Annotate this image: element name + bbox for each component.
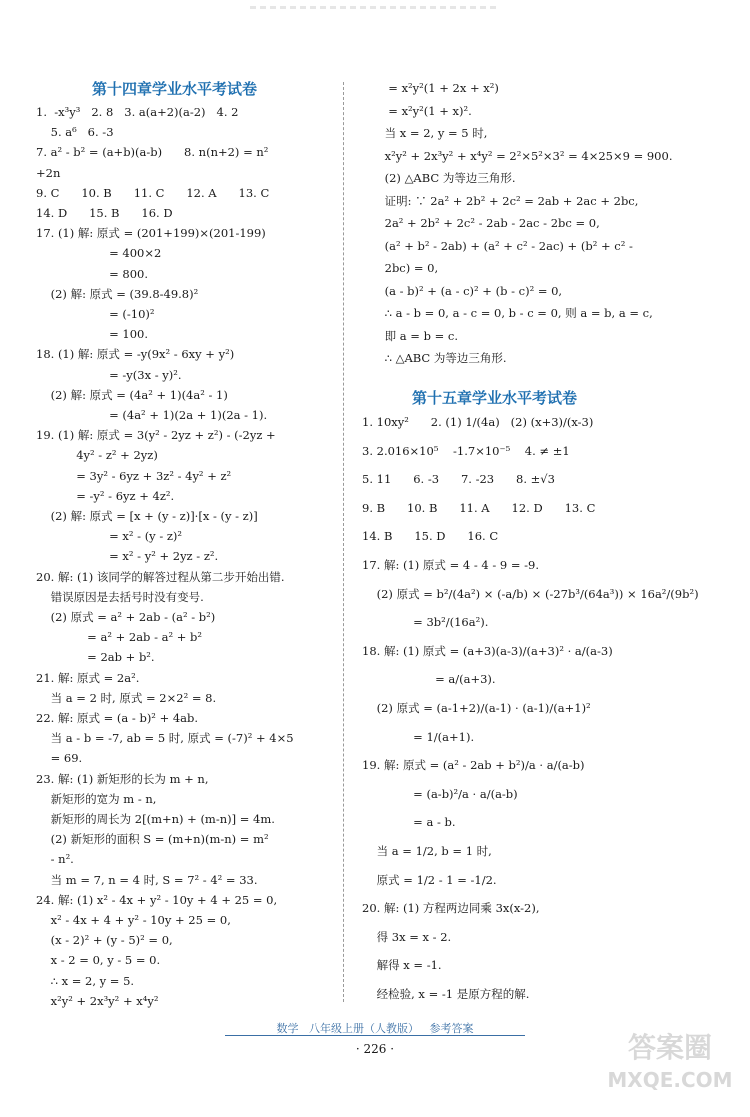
- answer-line: = (a-b)²/a · a/(a-b): [362, 786, 518, 801]
- answer-line: = -y(3x - y)².: [36, 367, 182, 382]
- answer-line: 当 x = 2, y = 5 时,: [370, 126, 488, 140]
- answer-line: 9. C 10. B 11. C 12. A 13. C: [36, 185, 270, 200]
- answer-line: = a - b.: [362, 815, 456, 830]
- answer-line: = a² + 2ab - a² + b²: [36, 630, 202, 645]
- answer-line: (2) 解: 原式 = [x + (y - z)]·[x - (y - z)]: [36, 509, 258, 523]
- answer-line: 19. (1) 解: 原式 = 3(y² - 2yz + z²) - (-2yz +: [36, 428, 276, 443]
- answer-line: = 3b²/(16a²).: [362, 615, 489, 630]
- answer-line: = 3y² - 6yz + 3z² - 4y² + z²: [36, 468, 232, 483]
- answer-line: (2) 原式 = b²/(4a²) × (-a/b) × (-27b³/(64a³)) × 16a²/(9b²): [362, 586, 699, 601]
- answer-line: = 100.: [36, 327, 149, 342]
- answer-line: 得 3x = x - 2.: [362, 929, 452, 944]
- answer-line: 当 a - b = -7, ab = 5 时, 原式 = (-7)² + 4×5: [36, 731, 294, 746]
- answer-line: = x²y²(1 + x)².: [370, 103, 472, 118]
- answer-line: 23. 解: (1) 新矩形的长为 m + n,: [36, 771, 209, 786]
- watermark-line1: 答案圈: [627, 1031, 713, 1064]
- answer-line: 18. (1) 解: 原式 = -y(9x² - 6xy + y²): [36, 347, 235, 362]
- answer-line: 新矩形的宽为 m - n,: [36, 791, 157, 806]
- answer-line: (2) △ABC 为等边三角形.: [370, 171, 516, 185]
- answer-line: (2) 新矩形的面积 S = (m+n)(m-n) = m²: [36, 832, 269, 847]
- answer-line: = (4a² + 1)(2a + 1)(2a - 1).: [36, 408, 268, 422]
- chapter15-title: 第十五章学业水平考试卷: [412, 389, 578, 407]
- answer-line: = 800.: [36, 266, 149, 281]
- answer-line: 错误原因是去括号时没有变号.: [36, 589, 204, 604]
- answer-line: 20. 解: (1) 该同学的解答过程从第二步开始出错.: [36, 569, 285, 584]
- answer-line: (a - b)² + (a - c)² + (b - c)² = 0,: [370, 283, 563, 298]
- answer-line: +2n: [36, 165, 61, 180]
- answer-line: (2) 解: 原式 = (39.8-49.8)²: [36, 286, 199, 301]
- answer-line: 18. 解: (1) 原式 = (a+3)(a-3)/(a+3)² · a/(a-3): [362, 643, 613, 658]
- answer-line: ∴ a - b = 0, a - c = 0, b - c = 0, 则 a = b, a = c,: [370, 306, 653, 320]
- answer-line: 当 a = 2 时, 原式 = 2×2² = 8.: [36, 690, 217, 705]
- answer-line: 证明: ∵ 2a² + 2b² + 2c² = 2ab + 2ac + 2bc,: [370, 193, 639, 208]
- answer-line: - n².: [36, 852, 74, 867]
- answer-line: 解得 x = -1.: [362, 958, 442, 973]
- answer-line: 新矩形的周长为 2[(m+n) + (m-n)] = 4m.: [36, 812, 275, 826]
- answer-line: 原式 = 1/2 - 1 = -1/2.: [362, 872, 497, 887]
- answer-line: 当 m = 7, n = 4 时, S = 7² - 4² = 33.: [36, 872, 258, 887]
- answer-line: 2a² + 2b² + 2c² - 2ab - 2ac - 2bc = 0,: [370, 216, 600, 230]
- answer-line: 20. 解: (1) 方程两边同乘 3x(x-2),: [362, 901, 540, 916]
- answer-line: (2) 原式 = a² + 2ab - (a² - b²): [36, 610, 216, 624]
- answer-line: = -y² - 6yz + 4z².: [36, 488, 175, 503]
- watermark-line2: MXQE.COM: [607, 1068, 733, 1092]
- answer-line: 17. 解: (1) 原式 = 4 - 4 - 9 = -9.: [362, 558, 540, 572]
- answer-line: = 69.: [36, 751, 83, 766]
- answer-line: 14. D 15. B 16. D: [36, 206, 173, 220]
- page-number: · 226 ·: [355, 1042, 395, 1056]
- answer-line: 当 a = 1/2, b = 1 时,: [362, 844, 492, 858]
- answer-line: ∴ △ABC 为等边三角形.: [370, 351, 507, 365]
- answer-line: (x - 2)² + (y - 5)² = 0,: [36, 933, 173, 948]
- answer-line: 9. B 10. B 11. A 12. D 13. C: [362, 500, 596, 515]
- answer-line: (2) 原式 = (a-1+2)/(a-1) · (a-1)/(a+1)²: [362, 701, 591, 715]
- top-decoration: [250, 6, 500, 9]
- answer-line: 7. a² - b² = (a+b)(a-b) 8. n(n+2) = n²: [36, 145, 269, 160]
- answer-line: 3. 2.016×10⁵ -1.7×10⁻⁵ 4. ≠ ±1: [362, 443, 570, 458]
- watermark-logo: [600, 1019, 740, 1099]
- answer-line: = x² - y² + 2yz - z².: [36, 549, 219, 564]
- answer-line: (2) 解: 原式 = (4a² + 1)(4a² - 1): [36, 387, 228, 402]
- answer-line: x² - 4x + 4 + y² - 10y + 25 = 0,: [36, 913, 231, 927]
- answer-line: = 400×2: [36, 246, 162, 261]
- answer-line: 1. -x³y³ 2. 8 3. a(a+2)(a-2) 4. 2: [36, 105, 239, 119]
- answer-line: x²y² + 2x³y² + x⁴y²: [36, 993, 159, 1008]
- answer-line: = (-10)²: [36, 307, 155, 321]
- answer-line: 5. 11 6. -3 7. -23 8. ±√3: [362, 472, 555, 487]
- answer-line: 2bc) = 0,: [370, 261, 439, 275]
- answer-line: 4y² - z² + 2yz): [36, 448, 158, 463]
- chapter14-title: 第十四章学业水平考试卷: [92, 80, 258, 98]
- answer-line: 即 a = b = c.: [370, 328, 458, 343]
- answer-line: x - 2 = 0, y - 5 = 0.: [36, 953, 161, 968]
- answer-line: 22. 解: 原式 = (a - b)² + 4ab.: [36, 711, 199, 725]
- answer-line: 24. 解: (1) x² - 4x + y² - 10y + 4 + 25 = 0,: [36, 892, 278, 907]
- column-divider: [343, 82, 344, 1002]
- answer-line: 经检验, x = -1 是原方程的解.: [362, 987, 530, 1001]
- answer-line: = 1/(a+1).: [362, 729, 475, 744]
- answer-line: = x²y²(1 + 2x + x²): [370, 81, 499, 95]
- answer-line: = a/(a+3).: [362, 672, 496, 687]
- answer-line: 21. 解: 原式 = 2a².: [36, 670, 140, 685]
- answer-line: 17. (1) 解: 原式 = (201+199)×(201-199): [36, 226, 266, 241]
- answer-line: = 2ab + b².: [36, 650, 155, 665]
- footer-book-title: 数学 八年级上册（人教版） 参考答案: [276, 1022, 474, 1035]
- answer-line: 1. 10xy² 2. (1) 1/(4a) (2) (x+3)/(x-3): [362, 415, 594, 429]
- answer-line: 5. a⁶ 6. -3: [36, 125, 114, 140]
- footer-rule: [225, 1035, 525, 1036]
- answer-line: ∴ x = 2, y = 5.: [36, 973, 135, 988]
- answer-line: 14. B 15. D 16. C: [362, 529, 499, 544]
- answer-line: = x² - (y - z)²: [36, 529, 183, 544]
- answer-line: (a² + b² - 2ab) + (a² + c² - 2ac) + (b² + c² -: [370, 238, 633, 253]
- answer-line: x²y² + 2x³y² + x⁴y² = 2²×5²×3² = 4×25×9 = 900.: [370, 148, 673, 163]
- answer-line: 19. 解: 原式 = (a² - 2ab + b²)/a · a/(a-b): [362, 758, 585, 773]
